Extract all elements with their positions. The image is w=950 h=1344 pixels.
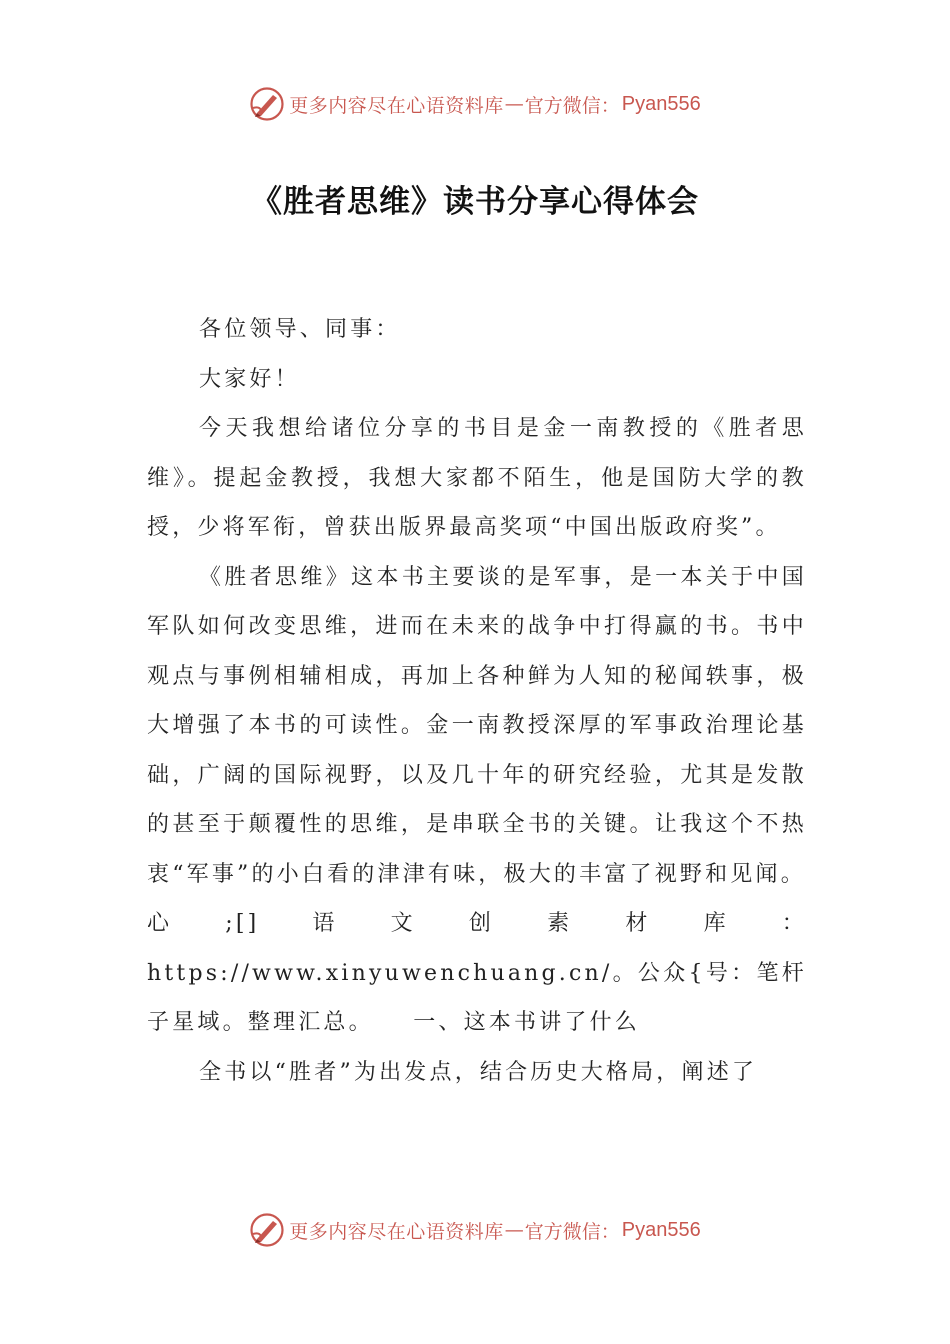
salutation: 各位领导、同事： [199,317,401,342]
document-body [147,305,807,1097]
banner-wechat-label: 官方微信： [524,1220,620,1243]
paragraph-2: 《胜者思维》这本书主要谈的是军事，是一本关于中国军队如何改变思维，进而在未来的战争中打得赢的书。书中观点与事例相辅相成，再加上各种鲜为人知的秘闻轶事，极大增强了本书的可读性。金一南教授深厚的军事政治理论基础，广阔的国际视野，以及几十年的研究经验，尤其是发散的甚至于颠覆性的思维，是串联全书的关键。让我这个不热衷“军事”的小白看的津津有味，极大的丰富了视野和见闻。 [147,564,807,887]
banner-wechat-id: Pyan556 [621,1218,701,1241]
greeting: 大家好！ [199,366,300,392]
pen-logo-icon [249,86,285,122]
page-title: 《胜者思维》读书分享心得体会 [251,184,699,220]
banner-text: 更多内容尽在心语资料库 [289,1220,504,1243]
footer-banner [0,1210,950,1250]
banner-wechat-id: Pyan556 [621,92,701,115]
banner-wechat-label: 官方微信： [524,94,620,117]
banner-separator: — [504,1219,524,1241]
paragraph-4: 全书以“胜者”为出发点，结合历史大格局，阐述了 [199,1059,758,1085]
header-banner [0,84,950,124]
pen-logo-icon [249,1212,285,1248]
paragraph-3: 心;[]语文创素材库：https://www.xinyuwenchuang.cn/。公众{号：笔杆子星域。整理汇总。 一、这本书讲了什么 [147,911,807,1035]
paragraph-1: 今天我想给诸位分享的书目是金一南教授的《胜者思维》。提起金教授，我想大家都不陌生，他是国防大学的教授，少将军衔，曾获出版界最高奖项“中国出版政府奖”。 [147,416,807,540]
banner-separator: — [504,93,524,115]
banner-text: 更多内容尽在心语资料库 [289,94,504,117]
